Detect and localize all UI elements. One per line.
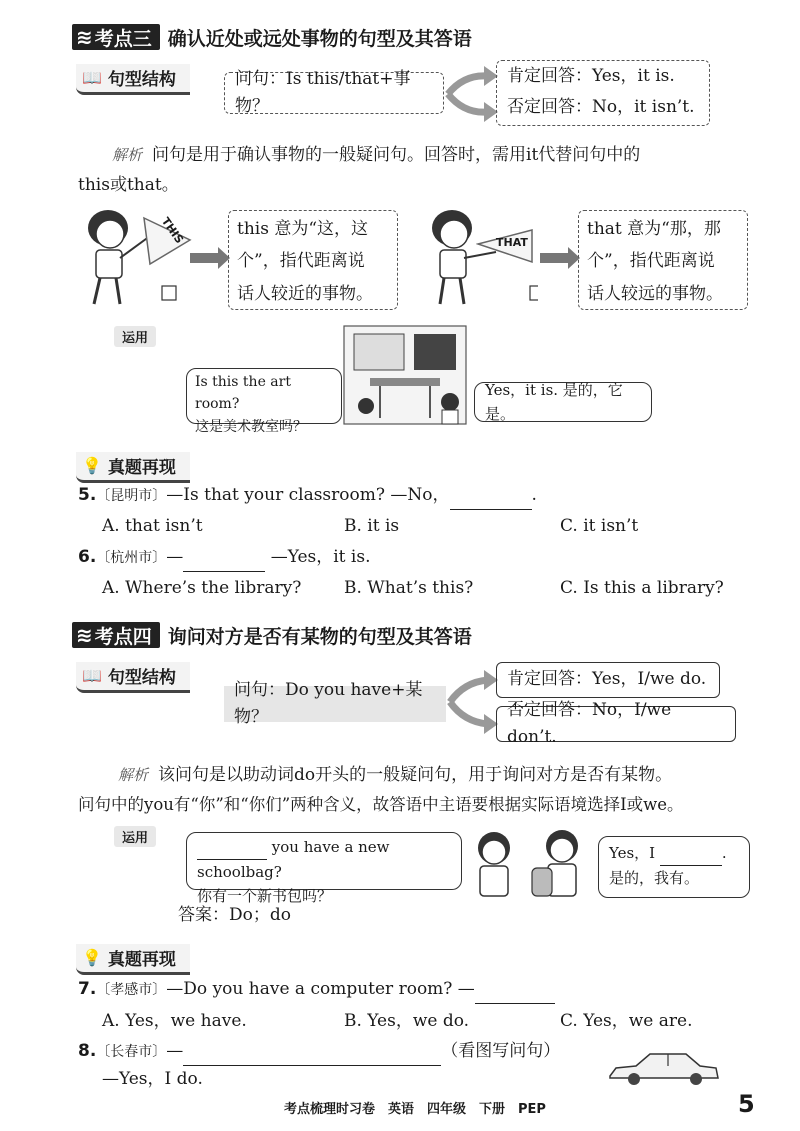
q6-option-c[interactable]: C. Is this a library? — [560, 578, 724, 598]
q6-option-b[interactable]: B. What’s this? — [344, 578, 474, 598]
q5-end: . — [531, 485, 537, 505]
that-explain-line: 话人较远的事物。 — [587, 283, 723, 304]
section-3-badge-text: 考点三 — [94, 27, 152, 50]
q8-text: — — [166, 1041, 184, 1061]
q7-text: —Do you have a computer room? — — [166, 979, 475, 999]
q6-source: 〔杭州市〕 — [96, 550, 167, 566]
this-label: THIS — [158, 215, 186, 246]
car-icon — [606, 1048, 722, 1088]
s4-bubble-q-zh: 你有一个新书包吗？ — [197, 887, 333, 905]
footer-text: 考点梳理时习卷 英语 四年级 下册 PEP — [284, 1102, 546, 1117]
s3-question-box — [224, 68, 444, 116]
that-explain-box — [578, 210, 748, 310]
q8-hint: （看图写问句） — [441, 1041, 561, 1061]
s4-bubble-a-end: . — [721, 844, 727, 862]
s4-answer-blank[interactable] — [660, 841, 722, 866]
real-exam-tag-s4 — [76, 944, 190, 975]
q8-blank[interactable] — [183, 1038, 441, 1066]
q7-number: 7. — [78, 979, 97, 999]
s3-analysis-line2: this或that。 — [78, 175, 179, 195]
s4-analysis-line2: 问句中的you有“你”和“你们”两种含义，故答语中主语要根据实际语境选择I或we。 — [78, 795, 684, 814]
q5-option-c[interactable]: C. it isn’t — [560, 516, 639, 536]
q6-after: —Yes，it is. — [270, 547, 371, 567]
section-3-title: 确认近处或远处事物的句型及其答语 — [167, 27, 472, 50]
s4-analysis — [118, 762, 768, 789]
s3-use-label: 运用 — [114, 326, 156, 347]
s3-bubble-q-zh: 这是美术教室吗？ — [195, 418, 307, 435]
s4-bubble-q-en: you have a new schoolbag? — [197, 838, 390, 881]
s4-answer-no: 否定回答：No，I/we don’t. — [507, 699, 672, 747]
this-explain-line: 话人较近的事物。 — [237, 283, 373, 304]
q6-blank[interactable] — [183, 544, 265, 572]
structure-tag-s3 — [76, 64, 190, 95]
s3-analysis-line1: 问句是用于确认事物的一般疑问句。回答时，需用it代替问句中的 — [152, 145, 641, 165]
q6-number: 6. — [78, 547, 97, 567]
s3-question-text: 问句：Is this/that+事物？ — [235, 68, 411, 116]
lightbulb-icon: 💡 — [82, 455, 102, 475]
structure-tag-s4-text: 句型结构 — [107, 667, 176, 688]
q7-option-a[interactable]: A. Yes，we have. — [102, 1011, 247, 1031]
q6-text: — — [166, 547, 184, 567]
s4-answer-key: 答案：Do；do — [178, 905, 291, 925]
s3-analysis — [112, 142, 752, 169]
s3-branch-arrows — [444, 62, 498, 126]
s4-question-bubble — [186, 832, 462, 905]
wave-icon: ≋ — [76, 623, 91, 647]
s4-answer-no-box — [496, 699, 736, 747]
real-exam-tag-s3-text: 真题再现 — [107, 457, 176, 478]
wave-icon: ≋ — [76, 25, 91, 49]
this-arrow-icon — [190, 253, 220, 263]
section-4-header — [72, 620, 472, 650]
real-exam-tag-s4-text: 真题再现 — [107, 949, 176, 970]
s4-bubble-blank[interactable] — [197, 835, 267, 860]
that-label: THAT — [496, 236, 528, 249]
s4-question-text: 问句：Do you have+某物？ — [234, 679, 423, 727]
q8-stem — [78, 1038, 560, 1066]
q5-stem — [78, 482, 537, 510]
s3-analysis-label: 解析 — [112, 146, 143, 164]
s4-bubble-a-en: Yes，I — [609, 844, 656, 862]
section-4-badge-text: 考点四 — [94, 625, 152, 648]
that-explain-line: that 意为“那，那 — [587, 219, 721, 239]
children-illustration — [466, 824, 592, 908]
s4-answer-bubble — [598, 836, 750, 898]
q5-blank[interactable] — [450, 482, 532, 510]
s4-bubble-a-zh: 是的，我有。 — [609, 869, 700, 887]
s4-branch-arrows — [446, 664, 498, 740]
s3-bubble-a-text: Yes，it is. 是的，它是。 — [485, 381, 623, 423]
s3-question-bubble — [186, 368, 342, 435]
section-3-badge — [72, 24, 160, 50]
q6-stem — [78, 544, 370, 572]
s4-analysis-label: 解析 — [118, 766, 149, 784]
s4-answer-yes-box — [496, 662, 720, 698]
q5-option-b[interactable]: B. it is — [344, 516, 400, 536]
section-4-title: 询问对方是否有某物的句型及其答语 — [167, 625, 472, 648]
structure-tag-s4 — [76, 662, 190, 693]
this-explain-line: 个”，指代距离说 — [237, 251, 365, 272]
section-4-badge — [72, 622, 160, 648]
s4-analysis-line1: 该问句是以助动词do开头的一般疑问句，用于询问对方是否有某物。 — [158, 765, 673, 785]
this-explain-box — [228, 210, 398, 310]
art-room-illustration — [340, 322, 470, 428]
book-icon: 📖 — [82, 665, 102, 685]
q7-option-b[interactable]: B. Yes，we do. — [344, 1011, 470, 1031]
q5-text: —Is that your classroom? —No， — [166, 485, 450, 505]
s3-answer-box — [496, 60, 710, 126]
structure-tag-s3-text: 句型结构 — [107, 69, 176, 90]
q7-option-c[interactable]: C. Yes，we are. — [560, 1011, 693, 1031]
this-explain-line: this 意为“这，这 — [237, 219, 369, 239]
q5-source: 〔昆明市〕 — [96, 488, 167, 504]
q5-number: 5. — [78, 485, 97, 505]
q8-reply: —Yes，I do. — [102, 1069, 203, 1089]
s4-question-box — [224, 679, 446, 727]
that-explain-line: 个”，指代距离说 — [587, 251, 715, 272]
s3-bubble-q-en: Is this the art room? — [195, 374, 291, 413]
s4-use-label: 运用 — [114, 826, 156, 847]
section-3-header — [72, 22, 472, 52]
s3-answer-bubble — [474, 382, 652, 422]
s4-answer-yes: 肯定回答：Yes，I/we do. — [507, 669, 707, 690]
that-arrow-icon — [540, 253, 570, 263]
lightbulb-icon: 💡 — [82, 947, 102, 967]
q7-source: 〔孝感市〕 — [96, 982, 167, 998]
q8-source: 〔长春市〕 — [96, 1044, 167, 1060]
book-icon: 📖 — [82, 67, 102, 87]
s3-answer-no: 否定回答：No，it isn’t. — [507, 97, 695, 118]
q8-number: 8. — [78, 1041, 97, 1061]
real-exam-tag-s3 — [76, 452, 190, 483]
q6-option-a[interactable]: A. Where’s the library? — [102, 578, 302, 598]
q7-stem — [78, 976, 555, 1004]
q5-option-a[interactable]: A. that isn’t — [102, 516, 203, 536]
s3-answer-yes: 肯定回答：Yes，it is. — [507, 66, 675, 86]
page-number: 5 — [738, 1090, 755, 1118]
q7-blank[interactable] — [475, 976, 555, 1004]
